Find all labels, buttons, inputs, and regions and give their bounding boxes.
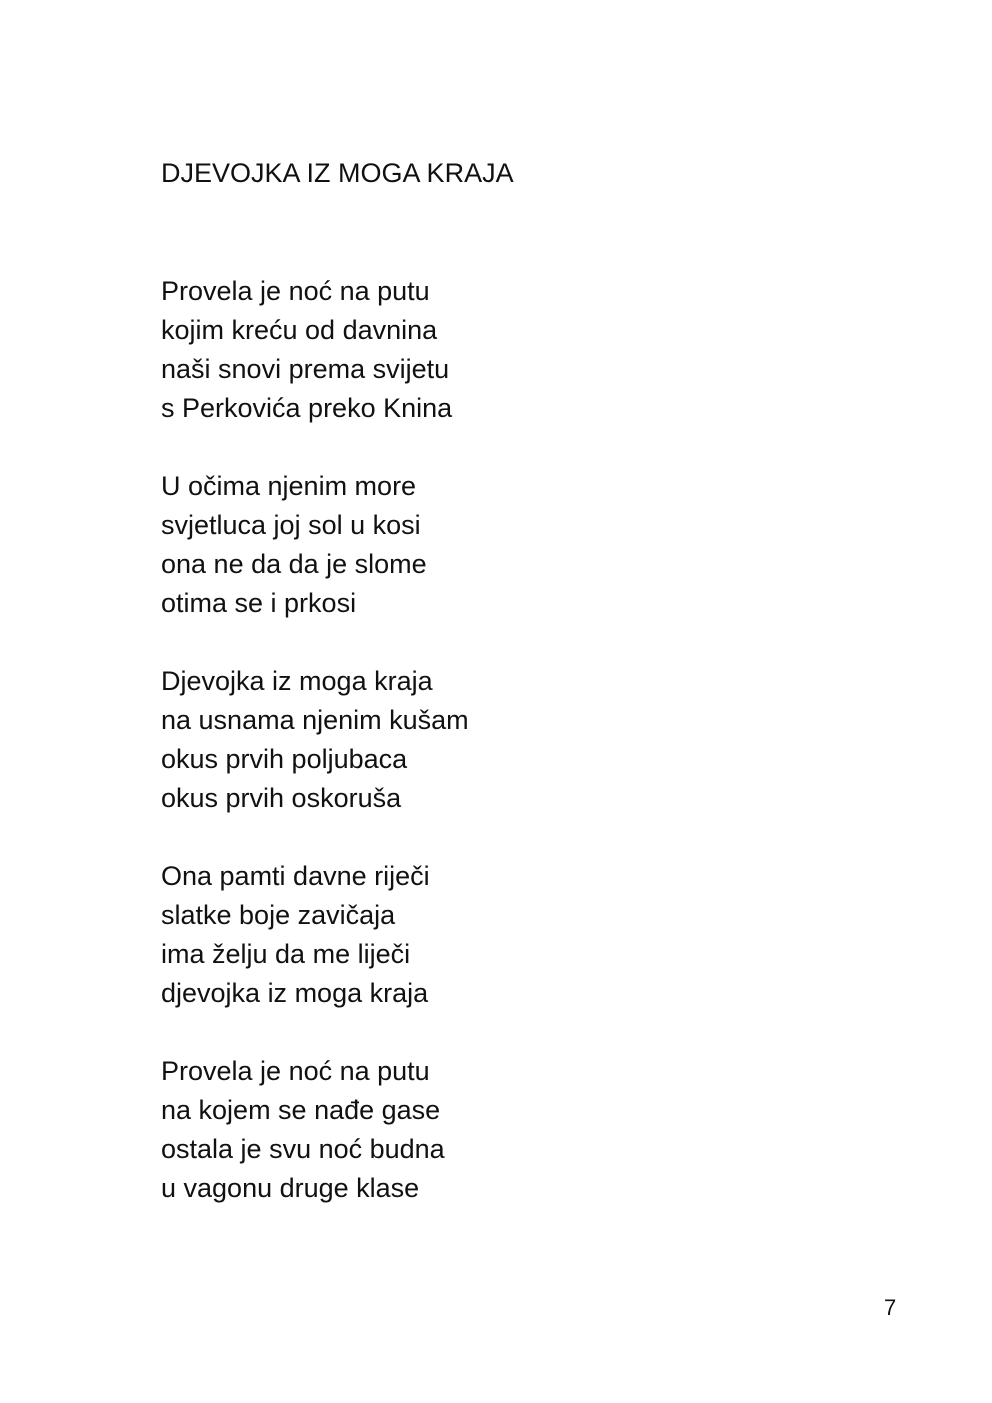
verse-line: djevojka iz moga kraja [161,978,429,1008]
verse-line: otima se i prkosi [161,588,357,618]
verse-line: na kojem se nađe gase [161,1095,441,1125]
verse-line: Provela je noć na putu [161,1056,430,1086]
stanza [161,272,469,428]
poem-title: DJEVOJKA IZ MOGA KRAJA [161,158,514,188]
verse-line: Provela je noć na putu [161,276,430,306]
verse-line: s Perkovića preko Knina [161,393,453,423]
verse-line: ona ne da da je slome [161,549,427,579]
verse-line: ostala je svu noć budna [161,1134,445,1164]
verse-line: Djevojka iz moga kraja [161,666,433,696]
verse-line: okus prvih poljubaca [161,744,408,774]
stanza [161,467,469,623]
stanza [161,857,469,1013]
verse-line: U očima njenim more [161,471,417,501]
poem-body [161,272,469,1247]
verse-line: naši snovi prema svijetu [161,354,450,384]
verse-line: ima želju da me liječi [161,939,411,969]
verse-line: okus prvih oskoruša [161,783,402,813]
stanza [161,1052,469,1208]
verse-line: Ona pamti davne riječi [161,861,430,891]
verse-line: na usnama njenim kušam [161,705,469,735]
verse-line: u vagonu druge klase [161,1173,420,1203]
page-number: 7 [884,1295,897,1320]
verse-line: slatke boje zavičaja [161,900,396,930]
verse-line: svjetluca joj sol u kosi [161,510,421,540]
stanza [161,662,469,818]
verse-line: kojim kreću od davnina [161,315,438,345]
